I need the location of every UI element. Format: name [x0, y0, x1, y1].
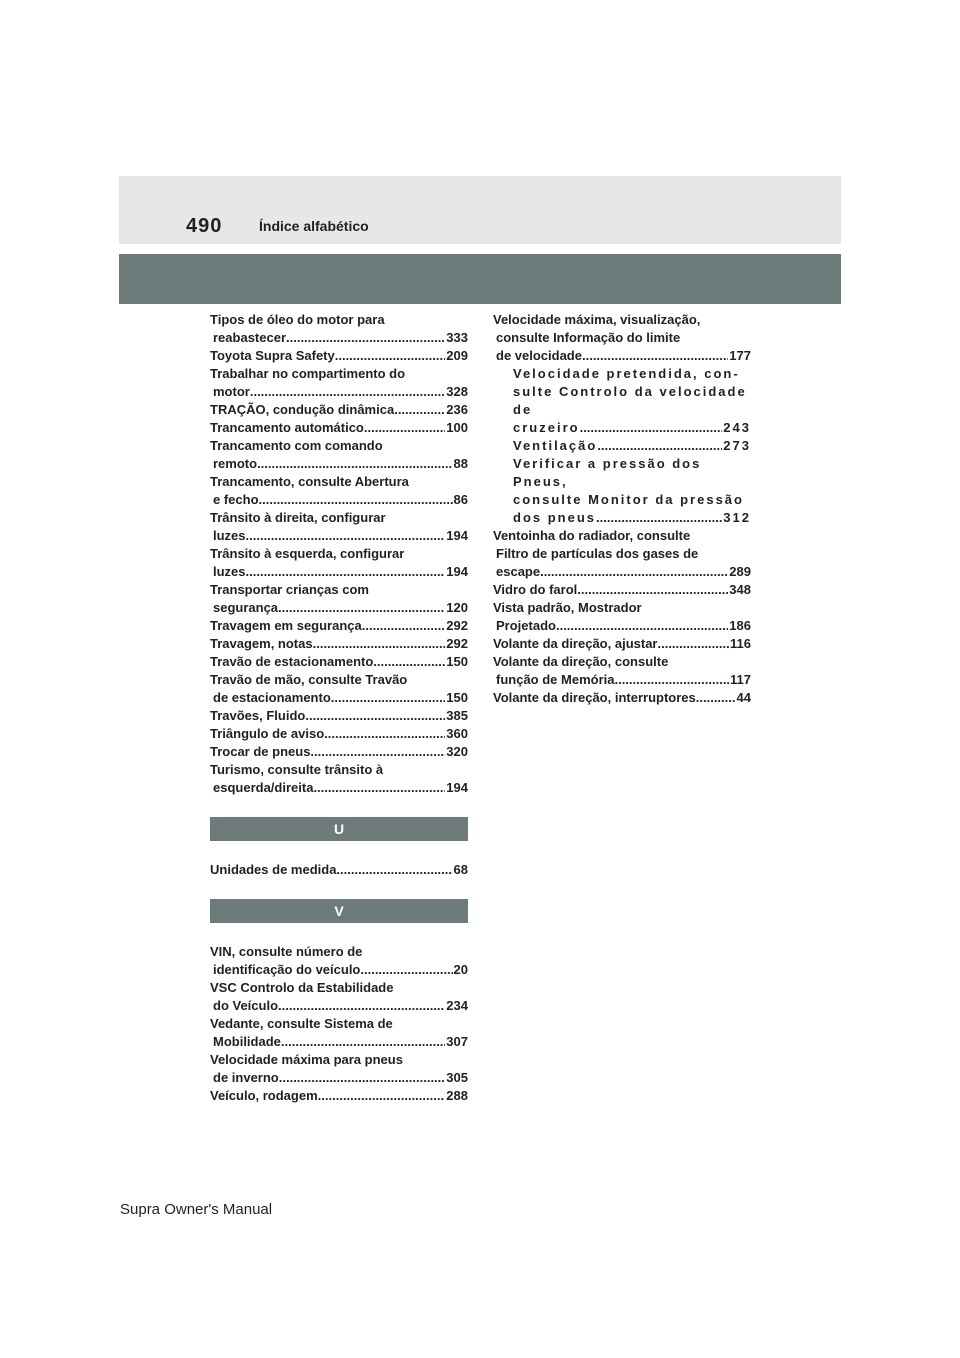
index-entry-text: Ventilação — [513, 438, 598, 453]
index-entry-row — [210, 689, 468, 707]
index-entry-row — [210, 1033, 468, 1051]
page-reference: 116 — [730, 636, 751, 651]
index-entry-text: consulte Monitor da pressão — [513, 492, 744, 507]
index-entry — [493, 455, 751, 527]
index-entry — [210, 1051, 468, 1087]
index-entry — [210, 671, 468, 707]
index-entry-text: Velocidade máxima para pneus — [210, 1052, 403, 1067]
index-entry-text: Travão de estacionamento — [210, 654, 374, 669]
page-reference: 292 — [446, 636, 468, 651]
index-entry-text: consulte Informação do limite — [496, 330, 681, 345]
dot-leader — [696, 689, 736, 707]
index-entry — [493, 635, 751, 653]
index-entry-text: e fecho — [213, 492, 259, 507]
page-reference: 288 — [446, 1088, 468, 1103]
index-entry — [210, 653, 468, 671]
index-entry-text: Travão de mão, consulte Travão — [210, 672, 408, 687]
dot-leader — [324, 725, 445, 743]
index-entry-row — [493, 563, 751, 581]
index-entry-text: do Veículo — [213, 998, 279, 1013]
index-entry — [210, 761, 468, 797]
page-reference: 348 — [729, 582, 751, 597]
dot-leader — [335, 347, 446, 365]
index-entry-text: remoto — [213, 456, 258, 471]
index-entry-text: função de Memória — [496, 672, 615, 687]
index-entry-text: Trancamento automático — [210, 420, 364, 435]
index-entry — [210, 635, 468, 653]
index-entry — [210, 1015, 468, 1051]
page-reference: 243 — [723, 420, 751, 435]
index-entry-text: segurança — [213, 600, 279, 615]
dot-leader — [657, 635, 729, 653]
index-entry-text: TRAÇÃO, condução dinâmica — [210, 402, 395, 417]
index-entry — [210, 419, 468, 437]
dot-leader — [257, 455, 452, 473]
page-reference: 307 — [446, 1034, 468, 1049]
index-entry-row — [493, 635, 751, 653]
index-entry-text: luzes — [213, 564, 246, 579]
index-entry-text: Trancamento, consulte Abertura — [210, 474, 409, 489]
index-entry-row — [493, 689, 751, 707]
dot-leader — [278, 599, 445, 617]
dot-leader — [246, 563, 446, 581]
index-entry-row — [210, 527, 468, 545]
page-reference: 150 — [446, 654, 468, 669]
index-entry — [210, 861, 468, 879]
index-entry-text: reabastecer — [213, 330, 286, 345]
index-entry-text: de — [513, 402, 533, 417]
index-entry — [493, 311, 751, 365]
index-entry — [210, 347, 468, 365]
letter-heading-u: U — [210, 817, 468, 841]
page-reference: 292 — [446, 618, 468, 633]
dot-leader — [580, 419, 723, 437]
index-entry — [210, 473, 468, 509]
index-entry-row — [210, 455, 468, 473]
dot-leader — [362, 617, 446, 635]
page-reference: 186 — [729, 618, 751, 633]
index-entry — [493, 527, 751, 581]
page-number: 490 — [186, 215, 223, 237]
index-entry-text: Volante da direção, interruptores — [493, 690, 696, 705]
index-entry-text: Filtro de partículas dos gases de — [496, 546, 699, 561]
page-reference: 305 — [446, 1070, 468, 1085]
index-entry-text: VIN, consulte número de — [210, 944, 363, 959]
index-entry — [210, 437, 468, 473]
index-entry — [493, 365, 751, 437]
index-entry-row — [210, 1087, 468, 1105]
page-reference: 385 — [446, 708, 468, 723]
index-entry-row — [210, 997, 468, 1015]
page-reference: 273 — [723, 438, 751, 453]
index-group-t — [210, 311, 468, 797]
page-reference: 44 — [736, 690, 751, 705]
dot-leader — [279, 1069, 446, 1087]
index-entry-text: Unidades de medida — [210, 862, 337, 877]
dot-leader — [313, 779, 445, 797]
header-bar — [119, 176, 841, 244]
header-band — [119, 254, 841, 304]
index-entry-row — [210, 961, 468, 979]
index-entry-text: Travagem, notas — [210, 636, 313, 651]
dot-leader — [246, 527, 446, 545]
page-reference: 68 — [453, 862, 468, 877]
index-entry-row — [210, 383, 468, 401]
dot-leader — [286, 329, 445, 347]
index-entry — [210, 943, 468, 979]
page-reference: 289 — [729, 564, 751, 579]
index-entry-text: Trancamento com comando — [210, 438, 383, 453]
index-group-v-continued — [493, 311, 751, 707]
index-entry-text: luzes — [213, 528, 246, 543]
index-entry — [210, 1087, 468, 1105]
index-entry-row — [210, 401, 468, 419]
index-entry-text: Verificar a pressão dos — [513, 456, 702, 471]
dot-leader — [364, 419, 445, 437]
index-column-right — [493, 311, 751, 707]
index-entry — [210, 509, 468, 545]
index-entry-text: identificação do veículo — [213, 962, 361, 977]
dot-leader — [318, 1087, 446, 1105]
index-entry — [493, 581, 751, 599]
index-entry-text: Projetado — [496, 618, 556, 633]
index-entry-row — [210, 347, 468, 365]
index-entry — [493, 689, 751, 707]
index-entry-row — [493, 671, 751, 689]
page-reference: 209 — [446, 348, 468, 363]
page-reference: 320 — [446, 744, 468, 759]
index-entry-text: Vidro do farol — [493, 582, 578, 597]
index-entry-row — [210, 743, 468, 761]
page-reference: 194 — [446, 528, 468, 543]
index-entry-row — [210, 779, 468, 797]
index-group-v — [210, 943, 468, 1105]
page-reference: 120 — [446, 600, 468, 615]
dot-leader — [394, 401, 445, 419]
index-entry — [210, 311, 468, 347]
index-entry-row — [210, 617, 468, 635]
index-entry-text: Velocidade máxima, visualização, — [493, 312, 701, 327]
page-reference: 20 — [453, 962, 468, 977]
index-entry-row — [493, 347, 751, 365]
index-entry-text: Triângulo de aviso — [210, 726, 325, 741]
dot-leader — [577, 581, 728, 599]
index-entry-text: cruzeiro — [513, 420, 580, 435]
index-entry-row — [210, 329, 468, 347]
index-entry-row — [493, 581, 751, 599]
dot-leader — [597, 437, 722, 455]
dot-leader — [596, 509, 722, 527]
page-reference: 194 — [446, 780, 468, 795]
page-reference: 360 — [446, 726, 468, 741]
index-entry-row — [210, 599, 468, 617]
index-entry-row — [210, 725, 468, 743]
page-reference: 333 — [446, 330, 468, 345]
letter-heading-v: V — [210, 899, 468, 923]
index-entry-text: de estacionamento — [213, 690, 331, 705]
index-entry — [493, 437, 751, 455]
footer-manual-title: Supra Owner's Manual — [120, 1201, 273, 1218]
index-entry-row — [210, 635, 468, 653]
index-entry-row — [210, 653, 468, 671]
index-entry — [210, 979, 468, 1015]
dot-leader — [540, 563, 728, 581]
index-entry-text: Veículo, rodagem — [210, 1088, 318, 1103]
index-entry-text: Ventoinha do radiador, consulte — [493, 528, 691, 543]
dot-leader — [336, 861, 452, 879]
dot-leader — [281, 1033, 445, 1051]
page-reference: 117 — [730, 672, 751, 687]
dot-leader — [313, 635, 446, 653]
index-entry — [210, 581, 468, 617]
index-entry-text: VSC Controlo da Estabilidade — [210, 980, 394, 995]
index-entry-row — [210, 707, 468, 725]
index-entry — [210, 743, 468, 761]
page-reference: 86 — [453, 492, 468, 507]
index-entry-text: Transportar crianças com — [210, 582, 369, 597]
index-entry — [210, 365, 468, 401]
index-entry-text: Trânsito à direita, configurar — [210, 510, 386, 525]
index-entry-text: de inverno — [213, 1070, 279, 1085]
index-column-left — [210, 311, 468, 1105]
index-entry — [210, 725, 468, 743]
index-entry-text: Toyota Supra Safety — [210, 348, 335, 363]
index-entry-row — [210, 563, 468, 581]
index-entry-text: escape — [496, 564, 541, 579]
index-entry — [210, 707, 468, 725]
page-reference: 328 — [446, 384, 468, 399]
page-reference: 234 — [446, 998, 468, 1013]
dot-leader — [259, 491, 453, 509]
index-entry-text: sulte Controlo da velocidade — [513, 384, 747, 399]
index-entry-text: de velocidade — [496, 348, 582, 363]
section-title: Índice alfabético — [259, 218, 369, 234]
index-entry-row — [210, 491, 468, 509]
dot-leader — [614, 671, 729, 689]
index-entry-text: motor — [213, 384, 250, 399]
index-entry-text: esquerda/direita — [213, 780, 314, 795]
index-entry-row — [493, 419, 751, 437]
index-entry-row — [210, 861, 468, 879]
dot-leader — [331, 689, 446, 707]
index-entry-text: Turismo, consulte trânsito à — [210, 762, 384, 777]
index-group-u — [210, 861, 468, 879]
dot-leader — [360, 961, 452, 979]
index-entry-text: Tipos de óleo do motor para — [210, 312, 385, 327]
index-entry-row — [493, 617, 751, 635]
index-entry-row — [493, 509, 751, 527]
index-entry — [493, 599, 751, 635]
index-entry-text: Volante da direção, ajustar — [493, 636, 658, 651]
index-entry-text: Trocar de pneus — [210, 744, 311, 759]
index-entry — [210, 617, 468, 635]
index-entry-row — [210, 419, 468, 437]
index-entry-text: Volante da direção, consulte — [493, 654, 669, 669]
index-entry-text: Trânsito à esquerda, configurar — [210, 546, 405, 561]
dot-leader — [305, 707, 445, 725]
page-reference: 150 — [446, 690, 468, 705]
index-entry-text: Mobilidade — [213, 1034, 281, 1049]
index-entry-text: Velocidade pretendida, con- — [513, 366, 740, 381]
dot-leader — [556, 617, 728, 635]
index-entry — [210, 401, 468, 419]
dot-leader — [373, 653, 445, 671]
dot-leader — [278, 997, 445, 1015]
index-entry-text: Travões, Fluido — [210, 708, 306, 723]
index-entry — [210, 545, 468, 581]
page-reference: 312 — [723, 510, 751, 525]
page-reference: 194 — [446, 564, 468, 579]
dot-leader — [250, 383, 445, 401]
page-reference: 88 — [453, 456, 468, 471]
index-entry-text: Vedante, consulte Sistema de — [210, 1016, 393, 1031]
page-reference: 100 — [446, 420, 468, 435]
index-entry-row — [493, 437, 751, 455]
page-reference: 236 — [446, 402, 468, 417]
index-entry — [493, 653, 751, 689]
dot-leader — [310, 743, 445, 761]
index-entry-text: dos pneus — [513, 510, 597, 525]
index-entry-text: Travagem em segurança — [210, 618, 362, 633]
page-reference: 177 — [729, 348, 751, 363]
dot-leader — [582, 347, 728, 365]
index-entry-text: Trabalhar no compartimento do — [210, 366, 406, 381]
index-entry-row — [210, 1069, 468, 1087]
index-entry-text: Pneus, — [513, 474, 568, 489]
index-entry-text: Vista padrão, Mostrador — [493, 600, 642, 615]
